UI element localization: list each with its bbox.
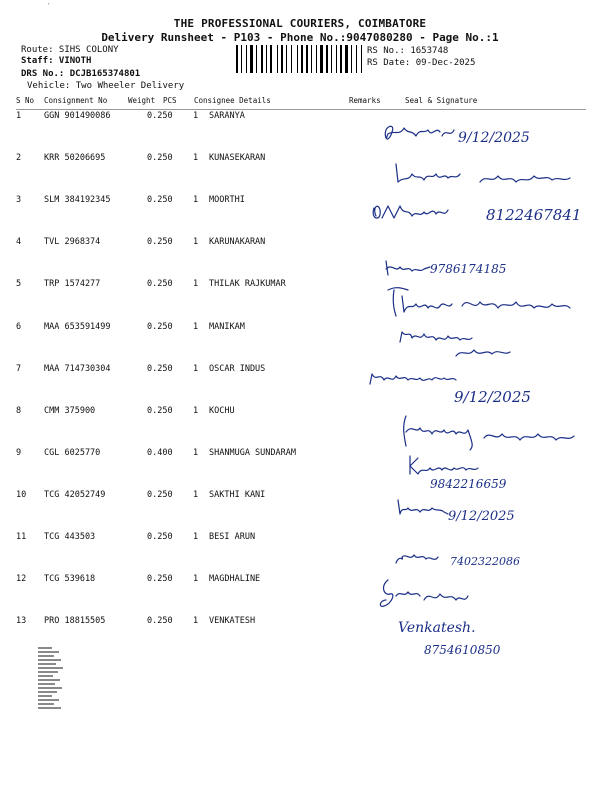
- row-consignee: VENKATESH: [209, 616, 256, 627]
- barcode-bar: [266, 45, 267, 73]
- col-consignee: Consignee Details: [194, 96, 271, 105]
- scribble-line: [38, 675, 53, 677]
- barcode-bar: [340, 45, 342, 73]
- barcode-bar: [313, 45, 315, 73]
- rs-number: RS No.: 1653748: [367, 46, 449, 56]
- col-seal-signature: Seal & Signature: [405, 96, 478, 105]
- row-weight: 0.250: [147, 363, 173, 374]
- barcode-bar: [311, 45, 312, 73]
- scribble-line: [38, 651, 59, 653]
- row-consignee: BESI ARUN: [209, 532, 256, 542]
- row-consignment: GGN 901490086: [44, 111, 111, 121]
- signature-phone-13: 8754610850: [424, 643, 501, 657]
- row-pcs: 1: [193, 279, 199, 290]
- scribble-line: [38, 695, 52, 697]
- signature-phone-3: 8122467841: [486, 206, 582, 224]
- row-consignee: SARANYA: [209, 111, 245, 121]
- barcode-bar: [326, 45, 328, 73]
- scribble-line: [38, 683, 55, 685]
- scribble-line: [38, 699, 59, 701]
- barcode-bar: [236, 45, 238, 73]
- barcode-bar: [318, 45, 319, 73]
- scribble-line: [38, 655, 54, 657]
- row-sno: 10: [16, 489, 27, 500]
- barcode-bar: [358, 45, 360, 73]
- barcode-bar: [331, 45, 332, 73]
- signature-row-1: [380, 118, 540, 152]
- table-header: [16, 95, 586, 110]
- row-consignee: KARUNAKARAN: [209, 237, 266, 248]
- row-pcs: 1: [193, 237, 199, 248]
- row-consignment: MAA 714730304: [44, 363, 111, 374]
- barcode-bar: [293, 45, 296, 73]
- row-weight: 0.250: [147, 489, 173, 500]
- barcode-bar: [329, 45, 330, 73]
- row-consignment: PRO 18815505: [44, 616, 106, 627]
- footer-scribble: [38, 647, 64, 717]
- row-weight: 0.250: [147, 532, 173, 542]
- signature-row-6: [382, 282, 582, 322]
- barcode-bar: [279, 45, 280, 73]
- barcode-bar: [250, 45, 253, 73]
- row-weight: 0.250: [147, 111, 173, 121]
- barcode-bar: [306, 45, 308, 73]
- row-weight: 0.250: [147, 574, 173, 585]
- signature-phone-9: 9842216659: [430, 477, 507, 491]
- row-weight: 0.250: [147, 195, 173, 206]
- row-consignee: SAKTHI KANI: [209, 489, 266, 500]
- row-consignee: MANIKAM: [209, 321, 245, 332]
- row-sno: 2: [16, 153, 22, 164]
- barcode-bar: [297, 45, 298, 73]
- row-pcs: 1: [193, 447, 199, 458]
- rs-date: RS Date: 09-Dec-2025: [367, 58, 476, 68]
- barcode-bar: [254, 45, 255, 73]
- barcode-bar: [258, 45, 260, 73]
- row-weight: 0.250: [147, 321, 173, 332]
- barcode-bar: [264, 45, 265, 73]
- barcode-bar: [345, 45, 348, 73]
- row-consignment: TCG 42052749: [44, 489, 106, 500]
- row-sno: 5: [16, 279, 22, 290]
- signature-row-12: [392, 545, 542, 573]
- row-weight: 0.250: [147, 237, 173, 248]
- barcode-bar: [256, 45, 257, 73]
- row-pcs: 1: [193, 489, 199, 500]
- barcode-bar: [286, 45, 287, 73]
- barcode-bar: [270, 45, 272, 73]
- row-consignee: KOCHU: [209, 405, 235, 416]
- row-consignment: TCG 539618: [44, 574, 96, 585]
- barcode-bar: [281, 45, 283, 73]
- route-label: Route: SIHS COLONY: [21, 45, 119, 55]
- scribble-line: [38, 703, 54, 705]
- row-consignee: THILAK RAJKUMAR: [209, 279, 286, 290]
- col-consignment: Consignment No: [44, 96, 108, 105]
- table-row: [16, 574, 586, 616]
- corner-mark: ˊ: [46, 3, 52, 13]
- row-weight: 0.400: [147, 447, 173, 458]
- scribble-line: [38, 691, 57, 693]
- row-pcs: 1: [193, 616, 199, 627]
- row-sno: 12: [16, 574, 27, 585]
- row-consignment: TCG 443503: [44, 532, 96, 542]
- barcode-bar: [246, 45, 247, 73]
- signature-row-13b: [394, 612, 544, 662]
- row-pcs: 1: [193, 111, 199, 121]
- barcode-bar: [343, 45, 344, 73]
- barcode-bar: [301, 45, 303, 73]
- row-pcs: 1: [193, 321, 199, 332]
- row-sno: 13: [16, 616, 27, 627]
- signature-phone-5: 9786174185: [430, 262, 507, 276]
- row-consignee: SHANMUGA SUNDARAM: [209, 447, 296, 458]
- row-sno: 1: [16, 111, 22, 121]
- barcode-bar: [309, 45, 310, 73]
- barcode-bar: [356, 45, 357, 73]
- barcode-bar: [239, 45, 240, 73]
- company-title: THE PROFESSIONAL COURIERS, COIMBATORE: [173, 17, 427, 30]
- barcode-bar: [248, 45, 249, 73]
- signature-row-7: [396, 324, 546, 362]
- signature-row-9: [396, 412, 586, 454]
- col-remarks: Remarks: [349, 96, 381, 105]
- row-weight: 0.250: [147, 616, 173, 627]
- row-consignment: CMM 375900: [44, 405, 96, 416]
- barcode-bar: [273, 45, 276, 73]
- barcode-bar: [243, 45, 245, 73]
- row-weight: 0.250: [147, 153, 173, 164]
- barcode-bar: [288, 45, 290, 73]
- signature-row-5: [382, 255, 552, 283]
- row-consignment: KRR 50206695: [44, 153, 106, 164]
- row-pcs: 1: [193, 363, 199, 374]
- barcode-bar: [349, 45, 350, 73]
- barcode-bar: [261, 45, 263, 73]
- row-consignment: CGL 6025770: [44, 447, 101, 458]
- barcode-bar: [361, 45, 362, 73]
- barcode-bar: [277, 45, 278, 73]
- row-consignee: KUNASEKARAN: [209, 153, 266, 164]
- row-consignee: MAGDHALINE: [209, 574, 261, 585]
- row-consignment: MAA 653591499: [44, 321, 111, 332]
- signature-date-1: 9/12/2025: [458, 130, 530, 146]
- row-pcs: 1: [193, 532, 199, 542]
- row-sno: 3: [16, 195, 22, 206]
- signature-date-10: 9/12/2025: [448, 509, 515, 524]
- runsheet-subtitle: Delivery Runsheet - P103 - Phone No.:9047080280 - Page No.:1: [101, 31, 499, 44]
- col-pcs: PCS: [163, 96, 177, 105]
- scribble-line: [38, 687, 62, 689]
- signature-row-11: [392, 494, 562, 526]
- barcode-bar: [351, 45, 352, 73]
- row-consignment: TRP 1574277: [44, 279, 101, 290]
- barcode-bar: [284, 45, 285, 73]
- row-consignee: OSCAR INDUS: [209, 363, 266, 374]
- signature-date-7: 9/12/2025: [454, 388, 531, 406]
- scribble-line: [38, 707, 61, 709]
- row-pcs: 1: [193, 195, 199, 206]
- barcode-bar: [336, 45, 337, 73]
- scribble-line: [38, 647, 52, 649]
- signature-row-8: [366, 364, 566, 408]
- scribble-line: [38, 679, 60, 681]
- col-sno: S No: [16, 96, 35, 105]
- drs-barcode: [236, 45, 363, 73]
- scribble-line: [38, 663, 56, 665]
- row-sno: 7: [16, 363, 22, 374]
- signature-row-3: [368, 198, 588, 232]
- barcode-bar: [241, 45, 242, 73]
- barcode-bar: [353, 45, 355, 73]
- signature-row-2: [392, 160, 592, 194]
- drs-number: DRS No.: DCJB165374801: [21, 69, 141, 79]
- col-weight: Weight: [128, 96, 156, 105]
- row-sno: 8: [16, 405, 22, 416]
- signature-row-10: [404, 452, 574, 496]
- scribble-line: [38, 667, 63, 669]
- scribble-line: [38, 659, 61, 661]
- barcode-bar: [291, 45, 292, 73]
- row-sno: 6: [16, 321, 22, 332]
- barcode-bar: [268, 45, 269, 73]
- signature-name-13: Venkatesh.: [398, 620, 476, 636]
- row-weight: 0.250: [147, 405, 173, 416]
- row-consignment: SLM 384192345: [44, 195, 111, 206]
- barcode-bar: [316, 45, 317, 73]
- row-weight: 0.250: [147, 279, 173, 290]
- barcode-bar: [324, 45, 325, 73]
- row-sno: 11: [16, 532, 27, 542]
- barcode-bar: [299, 45, 300, 73]
- scribble-line: [38, 671, 58, 673]
- barcode-bar: [320, 45, 323, 73]
- row-sno: 9: [16, 447, 22, 458]
- signature-phone-11: 7402322086: [450, 555, 520, 568]
- row-consignee: MOORTHI: [209, 195, 245, 206]
- barcode-bar: [338, 45, 339, 73]
- staff-label: Staff: VINOTH: [21, 56, 92, 66]
- row-pcs: 1: [193, 574, 199, 585]
- row-sno: 4: [16, 237, 22, 248]
- barcode-bar: [333, 45, 335, 73]
- row-pcs: 1: [193, 405, 199, 416]
- barcode-bar: [304, 45, 305, 73]
- row-pcs: 1: [193, 153, 199, 164]
- vehicle-label: Vehicle: Two Wheeler Delivery: [27, 81, 185, 91]
- row-consignment: TVL 2968374: [44, 237, 101, 248]
